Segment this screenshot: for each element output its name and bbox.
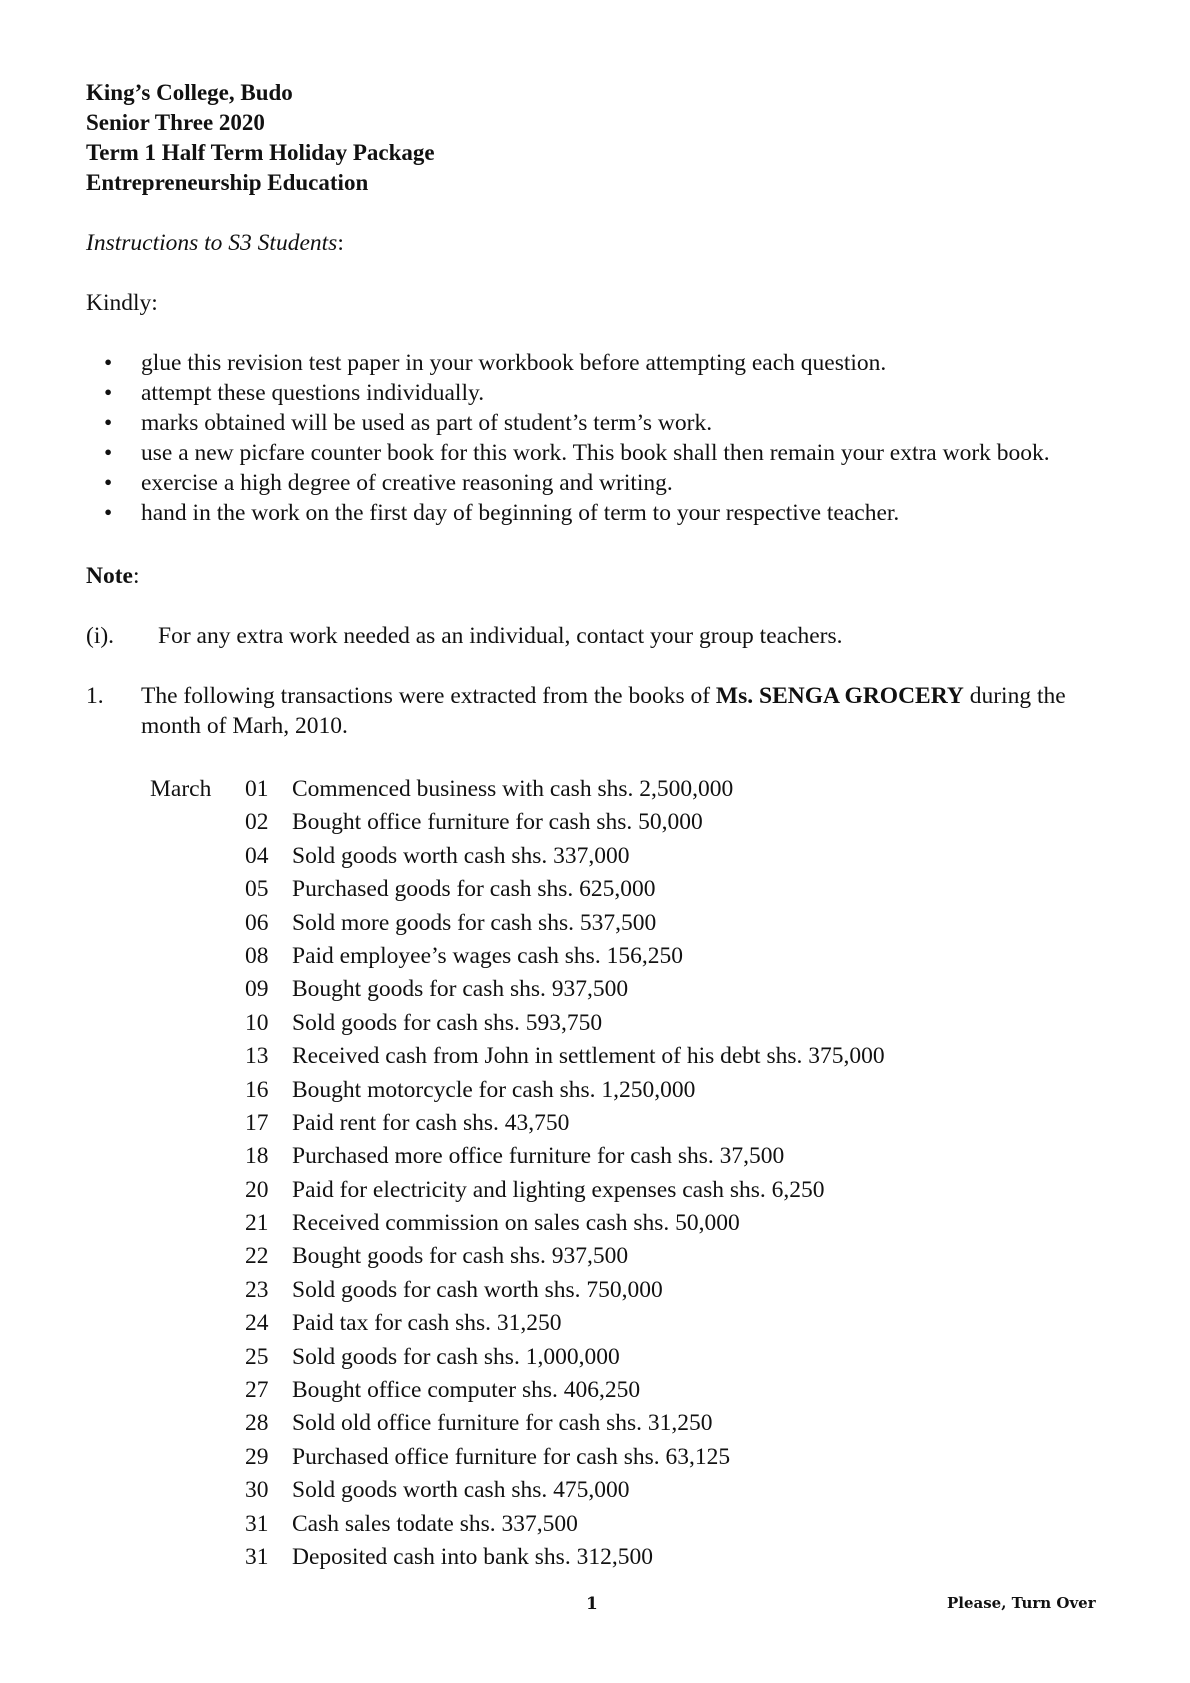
transaction-day: 31 xyxy=(245,1543,269,1570)
list-item xyxy=(86,408,1050,438)
instructions-list xyxy=(86,348,1050,528)
transaction-description: Sold goods worth cash shs. 337,000 xyxy=(292,842,630,869)
transaction-description: Bought motorcycle for cash shs. 1,250,000 xyxy=(292,1076,696,1103)
transaction-description: Paid employee’s wages cash shs. 156,250 xyxy=(292,942,683,969)
transaction-day: 25 xyxy=(245,1343,269,1370)
transaction-day: 31 xyxy=(245,1510,269,1537)
transaction-day: 17 xyxy=(245,1109,269,1136)
transaction-description: Sold more goods for cash shs. 537,500 xyxy=(292,909,657,936)
transaction-description: Bought office furniture for cash shs. 50,000 xyxy=(292,809,703,836)
transaction-day: 21 xyxy=(245,1210,269,1237)
note-label: Note xyxy=(86,563,133,589)
note-item xyxy=(86,621,843,651)
note-colon: : xyxy=(132,563,140,589)
bullet-icon: • xyxy=(104,440,113,466)
package-title: Term 1 Half Term Holiday Package xyxy=(86,140,435,165)
transaction-description: Bought goods for cash shs. 937,500 xyxy=(292,1243,629,1270)
transaction-day: 10 xyxy=(245,1009,269,1036)
school-name: King’s College, Budo xyxy=(86,80,293,105)
transaction-description: Commenced business with cash shs. 2,500,000 xyxy=(292,776,734,802)
instructions-colon: : xyxy=(337,230,344,256)
question-text xyxy=(141,681,1116,741)
transaction-day: 02 xyxy=(245,809,269,836)
question-number: 1. xyxy=(86,683,104,709)
bullet-icon: • xyxy=(104,500,113,526)
transaction-day: 28 xyxy=(245,1410,269,1437)
transaction-description: Purchased goods for cash shs. 625,000 xyxy=(292,876,656,903)
transaction-day: 08 xyxy=(245,942,269,969)
bullet-text: attempt these questions individually. xyxy=(141,380,485,406)
bullet-icon: • xyxy=(104,470,113,496)
transaction-description: Sold goods for cash shs. 593,750 xyxy=(292,1009,603,1036)
list-item xyxy=(86,498,1050,528)
transaction-day: 18 xyxy=(245,1143,269,1170)
transaction-day: 06 xyxy=(245,909,269,936)
transaction-description: Cash sales todate shs. 337,500 xyxy=(292,1510,578,1537)
transaction-description: Purchased more office furniture for cash shs. 37,500 xyxy=(292,1143,785,1170)
transaction-description: Purchased office furniture for cash shs. 63,125 xyxy=(292,1443,731,1470)
turn-over-note: Please, Turn Over xyxy=(947,1594,1096,1612)
page-number: 1 xyxy=(586,1594,598,1614)
bullet-text: exercise a high degree of creative reasoning and writing. xyxy=(141,470,673,496)
transaction-day: 22 xyxy=(245,1243,269,1270)
bullet-icon: • xyxy=(104,380,113,406)
bullet-text: glue this revision test paper in your workbook before attempting each question. xyxy=(141,350,887,376)
note-item-number: (i). xyxy=(86,623,115,649)
list-item xyxy=(86,468,1050,498)
subject-title: Entrepreneurship Education xyxy=(86,170,369,195)
transaction-day: 24 xyxy=(245,1310,269,1337)
list-item xyxy=(86,378,1050,408)
instructions-heading xyxy=(86,228,344,258)
transaction-day: 16 xyxy=(245,1076,269,1103)
list-item xyxy=(86,348,1050,378)
transaction-day: 04 xyxy=(245,842,269,869)
transaction-day: 01 xyxy=(245,776,269,802)
instructions-label: Instructions to S3 Students xyxy=(86,230,338,256)
transaction-description: Bought goods for cash shs. 937,500 xyxy=(292,976,629,1003)
bullet-icon: • xyxy=(104,350,113,376)
transaction-description: Received commission on sales cash shs. 50,000 xyxy=(292,1210,740,1237)
bullet-text: marks obtained will be used as part of student’s term’s work. xyxy=(141,410,713,436)
transaction-description: Paid for electricity and lighting expenses cash shs. 6,250 xyxy=(292,1176,825,1203)
transaction-description: Paid rent for cash shs. 43,750 xyxy=(292,1109,570,1136)
transaction-description: Paid tax for cash shs. 31,250 xyxy=(292,1310,562,1337)
transaction-day: 20 xyxy=(245,1176,269,1203)
transaction-day: 09 xyxy=(245,976,269,1003)
business-name: Ms. SENGA GROCERY xyxy=(715,683,964,709)
bullet-text: use a new picfare counter book for this work. This book shall then remain your extra work book. xyxy=(141,440,1050,466)
bullet-text: hand in the work on the first day of beginning of term to your respective teacher. xyxy=(141,500,900,526)
question-1 xyxy=(86,681,1116,741)
transaction-month: March xyxy=(150,776,212,802)
transaction-description: Received cash from John in settlement of his debt shs. 375,000 xyxy=(292,1043,885,1070)
transaction-description: Sold old office furniture for cash shs. 31,250 xyxy=(292,1410,713,1437)
transaction-day: 29 xyxy=(245,1443,269,1470)
class-year: Senior Three 2020 xyxy=(86,110,265,135)
transaction-description: Sold goods for cash shs. 1,000,000 xyxy=(292,1343,620,1370)
note-item-text: For any extra work needed as an individual, contact your group teachers. xyxy=(158,623,843,649)
question-text-after: during the month of Marh, 2010. xyxy=(141,683,1066,739)
transaction-day: 13 xyxy=(245,1043,269,1070)
kindly-label: Kindly: xyxy=(86,290,158,316)
transaction-day: 23 xyxy=(245,1276,269,1303)
transaction-description: Sold goods worth cash shs. 475,000 xyxy=(292,1477,630,1504)
transaction-description: Bought office computer shs. 406,250 xyxy=(292,1377,641,1404)
question-text-before: The following transactions were extracted from the books of xyxy=(141,683,716,709)
list-item xyxy=(86,438,1050,468)
transaction-day: 30 xyxy=(245,1477,269,1504)
transaction-day: 05 xyxy=(245,876,269,903)
bullet-icon: • xyxy=(104,410,113,436)
transaction-description: Sold goods for cash worth shs. 750,000 xyxy=(292,1276,663,1303)
note-heading xyxy=(86,561,140,591)
transaction-day: 27 xyxy=(245,1377,269,1404)
transaction-description: Deposited cash into bank shs. 312,500 xyxy=(292,1543,653,1570)
document-header xyxy=(86,78,435,198)
